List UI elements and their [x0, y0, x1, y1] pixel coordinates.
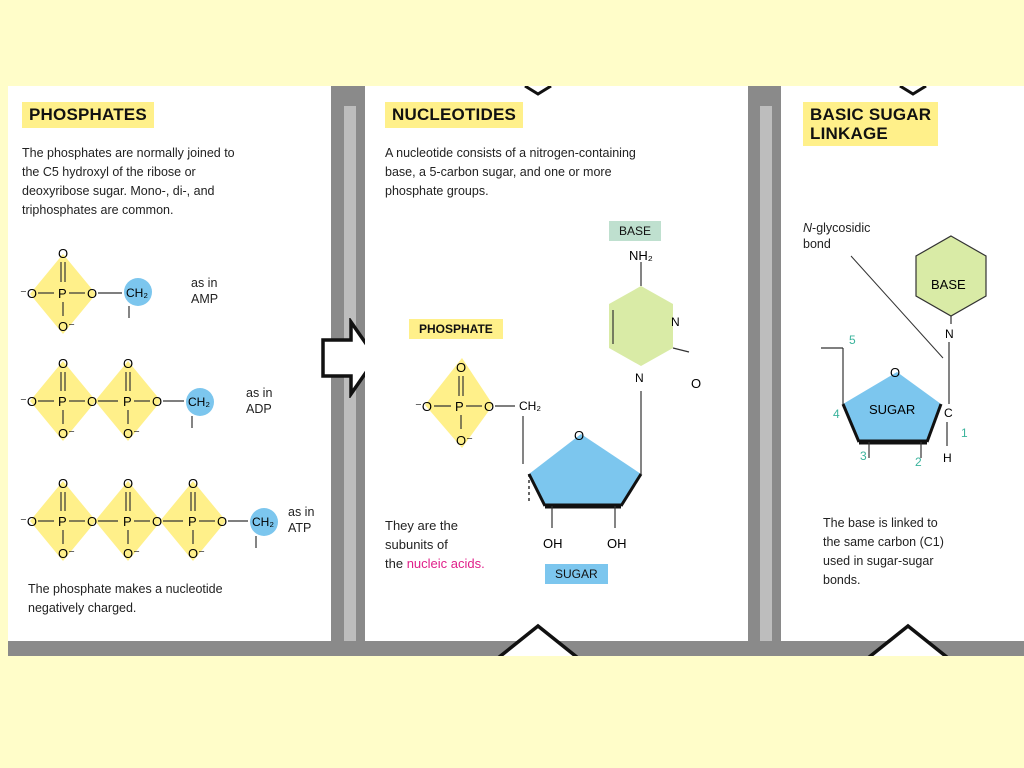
oh-group: OH [607, 536, 627, 551]
carbon-number: 3 [860, 449, 867, 463]
o-atom: O [152, 514, 163, 529]
p-atom: P [58, 514, 67, 529]
adp-label [246, 385, 272, 417]
footer-line: the same carbon (C1) [823, 535, 944, 549]
atp-label [288, 504, 314, 536]
o-atom: O [87, 514, 98, 529]
desc-line: A nucleotide consists of a nitrogen-containing [385, 146, 636, 160]
desc-line: base, a 5-carbon sugar, and one or more [385, 165, 612, 179]
desc-line: The phosphates are normally joined to [22, 146, 235, 160]
atp-name: ATP [288, 521, 312, 535]
as-in-text: as in [288, 505, 315, 519]
o-minus: O⁻ [123, 426, 140, 441]
bond-line2: bond [803, 237, 831, 251]
o-minus: ⁻O [20, 394, 37, 409]
bond-rest: -glycosidic [812, 221, 871, 235]
o-minus: O⁻ [58, 426, 75, 441]
h-atom: H [943, 451, 952, 465]
o-atom: O [484, 399, 495, 414]
footer-line [385, 554, 485, 573]
o-atom: O [58, 246, 69, 261]
o-minus: O⁻ [58, 319, 75, 334]
footer-line: negatively charged. [28, 601, 137, 615]
phosphate-structures [8, 86, 331, 641]
o-atom: O [123, 356, 134, 371]
carbon-number: 4 [833, 407, 840, 421]
footer-line: subunits of [385, 537, 448, 552]
phosphate-tag: PHOSPHATE [409, 319, 503, 339]
o-atom: O [188, 476, 199, 491]
p-atom: P [188, 514, 197, 529]
base-text: BASE [931, 277, 966, 292]
carbon-number: 1 [961, 426, 968, 440]
o-minus: O⁻ [58, 546, 75, 561]
base-tag: BASE [609, 221, 661, 241]
carbon-number: 5 [849, 333, 856, 347]
nucleotides-title: NUCLEOTIDES [385, 102, 523, 128]
o-minus: O⁻ [123, 546, 140, 561]
up-arrow-icon [863, 618, 953, 656]
nucleotides-panel [365, 86, 748, 641]
footer-line: bonds. [823, 573, 861, 587]
phosphates-title: PHOSPHATES [22, 102, 154, 128]
o-atom: O [890, 365, 901, 380]
chevron-down-icon [898, 86, 928, 96]
o-atom: O [58, 476, 69, 491]
p-atom: P [123, 514, 132, 529]
amp-structure [20, 246, 152, 334]
footer-line: used in sugar-sugar [823, 554, 934, 568]
o-minus: ⁻O [20, 514, 37, 529]
nh2-group: NH₂ [629, 248, 653, 263]
o-atom: O [574, 428, 585, 443]
o-atom: O [456, 360, 467, 375]
phosphates-panel [8, 86, 331, 641]
as-in-text: as in [191, 276, 218, 290]
footer-line: The phosphate makes a nucleotide [28, 582, 223, 596]
sugar-ring [529, 434, 641, 506]
o-atom: O [691, 376, 702, 391]
divider-strip [760, 106, 772, 641]
p-atom: P [123, 394, 132, 409]
oh-group: OH [543, 536, 563, 551]
as-in-text: as in [246, 386, 273, 400]
n-atom: N [635, 371, 644, 385]
title-line: BASIC SUGAR [810, 105, 932, 124]
chevron-down-icon [523, 86, 553, 96]
o-atom: O [87, 394, 98, 409]
p-atom: P [455, 399, 464, 414]
adp-name: ADP [246, 402, 272, 416]
footer-line: They are the [385, 518, 458, 533]
o-atom: O [123, 476, 134, 491]
c1-atom: C [944, 406, 953, 420]
p-atom: P [58, 394, 67, 409]
bond-n: N [803, 221, 813, 235]
footer-line: The base is linked to [823, 516, 938, 530]
amp-label [191, 275, 218, 307]
amp-name: AMP [191, 292, 219, 306]
linkage-footer [823, 514, 944, 590]
desc-line: triphosphates are common. [22, 203, 174, 217]
adp-structure [20, 356, 214, 441]
o-atom: O [152, 394, 163, 409]
nucleic-acids-highlight: nucleic acids. [406, 556, 485, 571]
o-minus: O⁻ [456, 433, 473, 448]
sugar-text: SUGAR [869, 402, 916, 417]
base-ring [609, 286, 673, 366]
n-atom: N [671, 315, 680, 329]
p-atom: P [58, 286, 67, 301]
desc-line: the C5 hydroxyl of the ribose or [22, 165, 196, 179]
base-hexagon [916, 236, 986, 316]
n-atom: N [945, 327, 954, 341]
footer-prefix: the [385, 556, 404, 571]
up-arrow-icon [493, 618, 583, 656]
diagram-frame [8, 86, 1024, 656]
desc-line: deoxyribose sugar. Mono-, di-, and [22, 184, 215, 198]
o-minus: ⁻O [415, 399, 432, 414]
ch2-label: CH₂ [252, 515, 274, 529]
o-atom: O [58, 356, 69, 371]
o-minus: O⁻ [188, 546, 205, 561]
o-atom: O [217, 514, 228, 529]
o-atom: O [87, 286, 98, 301]
atp-structure [20, 476, 278, 561]
phosphates-footer [28, 580, 223, 618]
ch2-label: CH₂ [126, 286, 148, 300]
carbon-number: 2 [915, 455, 922, 469]
o-minus: ⁻O [20, 286, 37, 301]
linkage-panel [781, 86, 1024, 641]
ch2-label: CH₂ [188, 395, 210, 409]
ch2-label: CH₂ [519, 399, 541, 413]
desc-line: phosphate groups. [385, 184, 489, 198]
title-line: LINKAGE [810, 124, 888, 143]
nucleotides-footer [385, 516, 485, 573]
sugar-tag: SUGAR [545, 564, 608, 584]
